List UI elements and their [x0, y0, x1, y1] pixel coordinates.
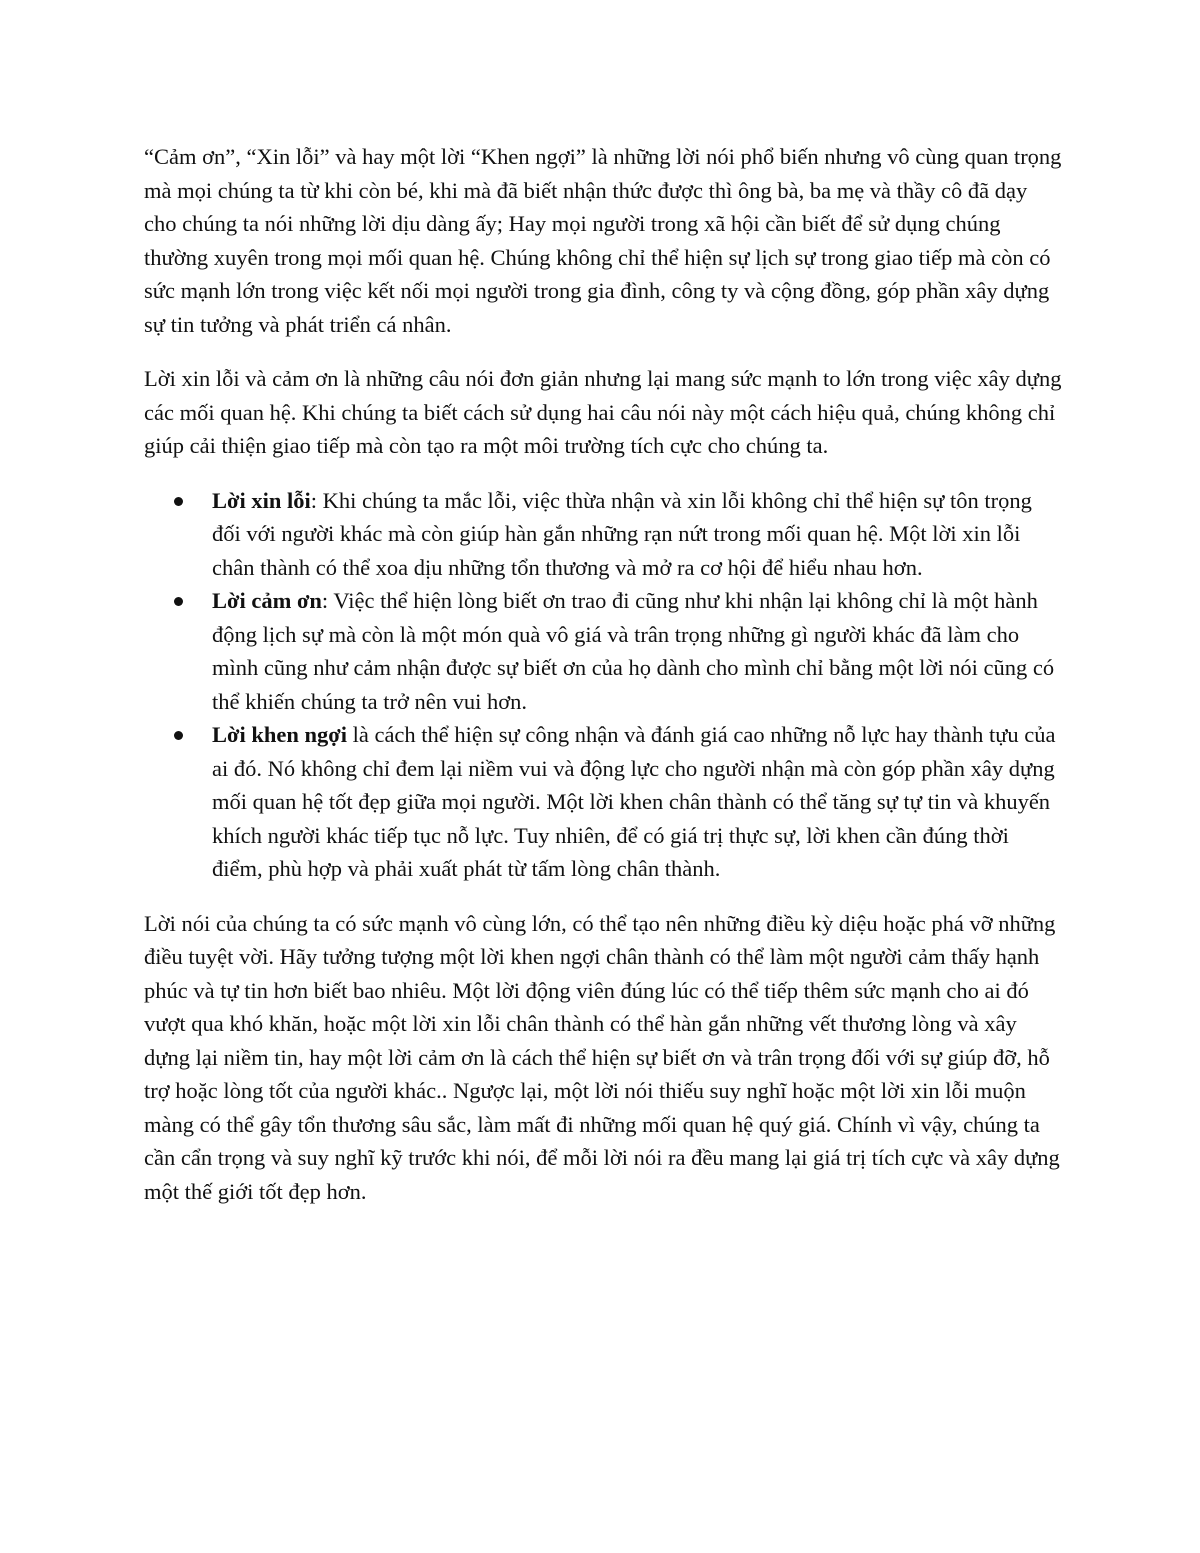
list-item-praise: [144, 718, 1064, 886]
list-item-apology: [144, 484, 1064, 585]
list-item-text: là cách thể hiện sự công nhận và đánh giá cao những nỗ lực hay thành tựu của ai đó. Nó không chỉ đem lại niềm vui và động lực cho người nhận mà còn góp phần xây dựng mối quan hệ tốt đẹp giữa mọi người. Một lời khen chân thành có thể tăng sự tự tin và khuyến khích người khác tiếp tục nỗ lực. Tuy nhiên, để có giá trị thực sự, lời khen cần đúng thời điểm, phù hợp và phải xuất phát từ tấm lòng chân thành.: [212, 722, 1056, 881]
bullet-icon: [174, 597, 183, 606]
bullet-list: [144, 484, 1064, 886]
list-item-text: : Việc thể hiện lòng biết ơn trao đi cũng như khi nhận lại không chỉ là một hành động lịch sự mà còn là một món quà vô giá và trân trọng những gì người khác đã làm cho mình cũng như cảm nhận được sự biết ơn của họ dành cho mình chỉ bằng một lời nói cũng có thể khiến chúng ta trở nên vui hơn.: [212, 588, 1055, 714]
list-item-text: : Khi chúng ta mắc lỗi, việc thừa nhận và xin lỗi không chỉ thể hiện sự tôn trọng đối với người khác mà còn giúp hàn gắn những rạn nứt trong mối quan hệ. Một lời xin lỗi chân thành có thể xoa dịu những tổn thương và mở ra cơ hội để hiểu nhau hơn.: [212, 487, 1032, 580]
list-item-thanks: [144, 584, 1064, 718]
second-paragraph: Lời xin lỗi và cảm ơn là những câu nói đơn giản nhưng lại mang sức mạnh to lớn trong việc xây dựng các mối quan hệ. Khi chúng ta biết cách sử dụng hai câu nói này một cách hiệu quả, chúng không chỉ giúp cải thiện giao tiếp mà còn tạo ra một môi trường tích cực cho chúng ta.: [144, 366, 1062, 458]
document-body: [144, 140, 1064, 1229]
bullet-icon: [174, 731, 183, 740]
list-item-term: Lời cảm ơn: [212, 588, 322, 613]
bullet-icon: [174, 497, 183, 506]
intro-paragraph: “Cảm ơn”, “Xin lỗi” và hay một lời “Khen ngợi” là những lời nói phổ biến nhưng vô cùng quan trọng mà mọi chúng ta từ khi còn bé, khi mà đã biết nhận thức được thì ông bà, ba mẹ và thầy cô đã dạy cho chúng ta nói những lời dịu dàng ấy; Hay mọi người trong xã hội cần biết để sử dụng chúng thường xuyên trong mọi mối quan hệ. Chúng không chỉ thể hiện sự lịch sự trong giao tiếp mà còn có sức mạnh lớn trong việc kết nối mọi người trong gia đình, công ty và cộng đồng, góp phần xây dựng sự tin tưởng và phát triển cá nhân.: [144, 144, 1062, 337]
list-item-term: Lời xin lỗi: [212, 487, 311, 513]
list-item-term: Lời khen ngợi: [212, 722, 347, 747]
closing-paragraph: Lời nói của chúng ta có sức mạnh vô cùng lớn, có thể tạo nên những điều kỳ diệu hoặc phá vỡ những điều tuyệt vời. Hãy tưởng tượng một lời khen ngợi chân thành có thể làm một người cảm thấy hạnh phúc và tự tin hơn biết bao nhiêu. Một lời động viên đúng lúc có thể tiếp thêm sức mạnh cho ai đó vượt qua khó khăn, hoặc một lời xin lỗi chân thành có thể hàn gắn những vết thương lòng và xây dựng lại niềm tin, hay một lời cảm ơn là cách thể hiện sự biết ơn và trân trọng đối với sự giúp đỡ, hỗ trợ hoặc lòng tốt của người khác.. Ngược lại, một lời nói thiếu suy nghĩ hoặc một lời xin lỗi muộn màng có thể gây tổn thương sâu sắc, làm mất đi những mối quan hệ quý giá. Chính vì vậy, chúng ta cần cẩn trọng và suy nghĩ kỹ trước khi nói, để mỗi lời nói ra đều mang lại giá trị tích cực và xây dựng một thế giới tốt đẹp hơn.: [144, 910, 1060, 1204]
